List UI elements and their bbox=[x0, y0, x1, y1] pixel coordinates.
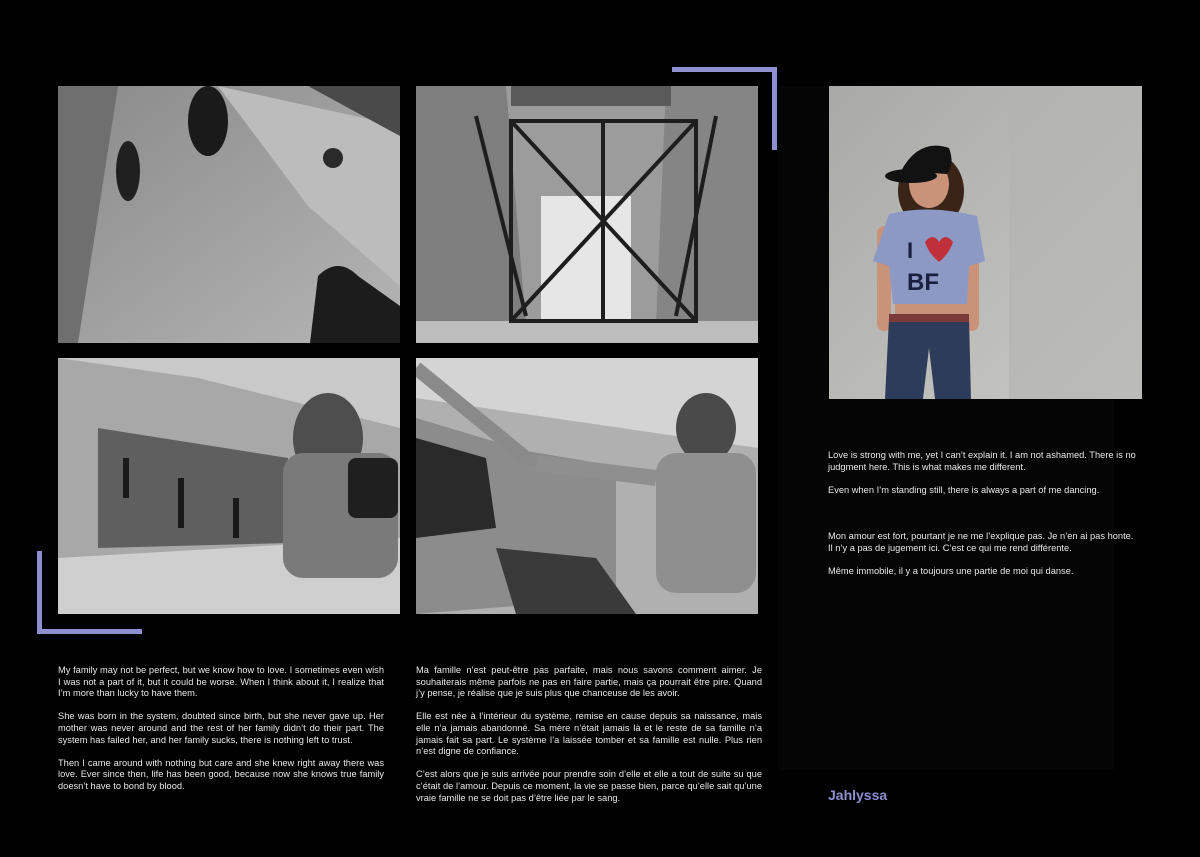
quote-fr-paragraph-2: Même immobile, il y a toujours une partie de moi qui danse. bbox=[828, 565, 1074, 576]
story-fr-paragraph-1: Ma famille n’est peut-être pas parfaite, mais nous savons comment aimer. Je souhaiterais même parfois ne pas en faire partie, mais ça pourrait être pire. Quand j’y pense, je réalise que je suis plus que chanceuse de les avoir. bbox=[416, 665, 762, 699]
quote-fr-paragraph-1: Mon amour est fort, pourtant je ne me l’explique pas. Je n’en ai pas honte. Il n’y a pas de jugement ici. C’est ce qui me rend différente. bbox=[828, 531, 1134, 553]
svg-text:I: I bbox=[907, 238, 914, 263]
quote-english bbox=[828, 450, 1140, 508]
story-fr-paragraph-2: Elle est née à l’intérieur du système, remise en cause depuis sa naissance, mais elle n’a jamais abandonné. Sa mère n’était jamais là et le reste de sa famille n’a jamais fait sa part. Le système l’a laissée tomber et sa famille est nulle. Plus rien n’est digne de confiance. bbox=[416, 711, 762, 757]
story-fr-paragraph-3: C’est alors que je suis arrivée pour prendre soin d’elle et elle a tout de suite su que c’était de l’amour. Depuis ce moment, la vie se passe bien, parce qu’elle sait qu’une vraie famille ne se doit pas d’être liée par le sang. bbox=[416, 769, 762, 803]
quote-en-paragraph-1: Love is strong with me, yet I can’t explain it. I am not ashamed. There is no judgment here. This is what makes me different. bbox=[828, 450, 1136, 472]
gate-photo bbox=[416, 86, 758, 343]
story-french bbox=[416, 665, 762, 816]
svg-text:BF: BF bbox=[907, 269, 939, 296]
story-en-paragraph-3: Then I came around with nothing but care and she knew right away there was love. Ever since then, life has been good, because now she knows true family doesn’t have to bond by blood. bbox=[58, 757, 384, 791]
portrait-photo bbox=[829, 86, 1142, 399]
story-en-paragraph-2: She was born in the system, doubted since birth, but she never gave up. Her mother was never around and the rest of her family didn’t do their part. The system has failed her, and her family sucks, there is nothing left to trust. bbox=[58, 711, 384, 745]
quote-french bbox=[828, 531, 1140, 589]
sidewalk-photo bbox=[58, 86, 400, 343]
rooftop-girl-photo bbox=[58, 358, 400, 614]
story-en-paragraph-1: My family may not be perfect, but we know how to love. I sometimes even wish I was not a part of it, but it could be worse. When I think about it, I realize that I’m more than lucky to have them. bbox=[58, 665, 384, 699]
story-english bbox=[58, 665, 384, 804]
subject-name: Jahlyssa bbox=[828, 787, 888, 803]
quote-en-paragraph-2: Even when I’m standing still, there is always a part of me dancing. bbox=[828, 484, 1100, 495]
helping-hand-photo bbox=[416, 358, 758, 614]
